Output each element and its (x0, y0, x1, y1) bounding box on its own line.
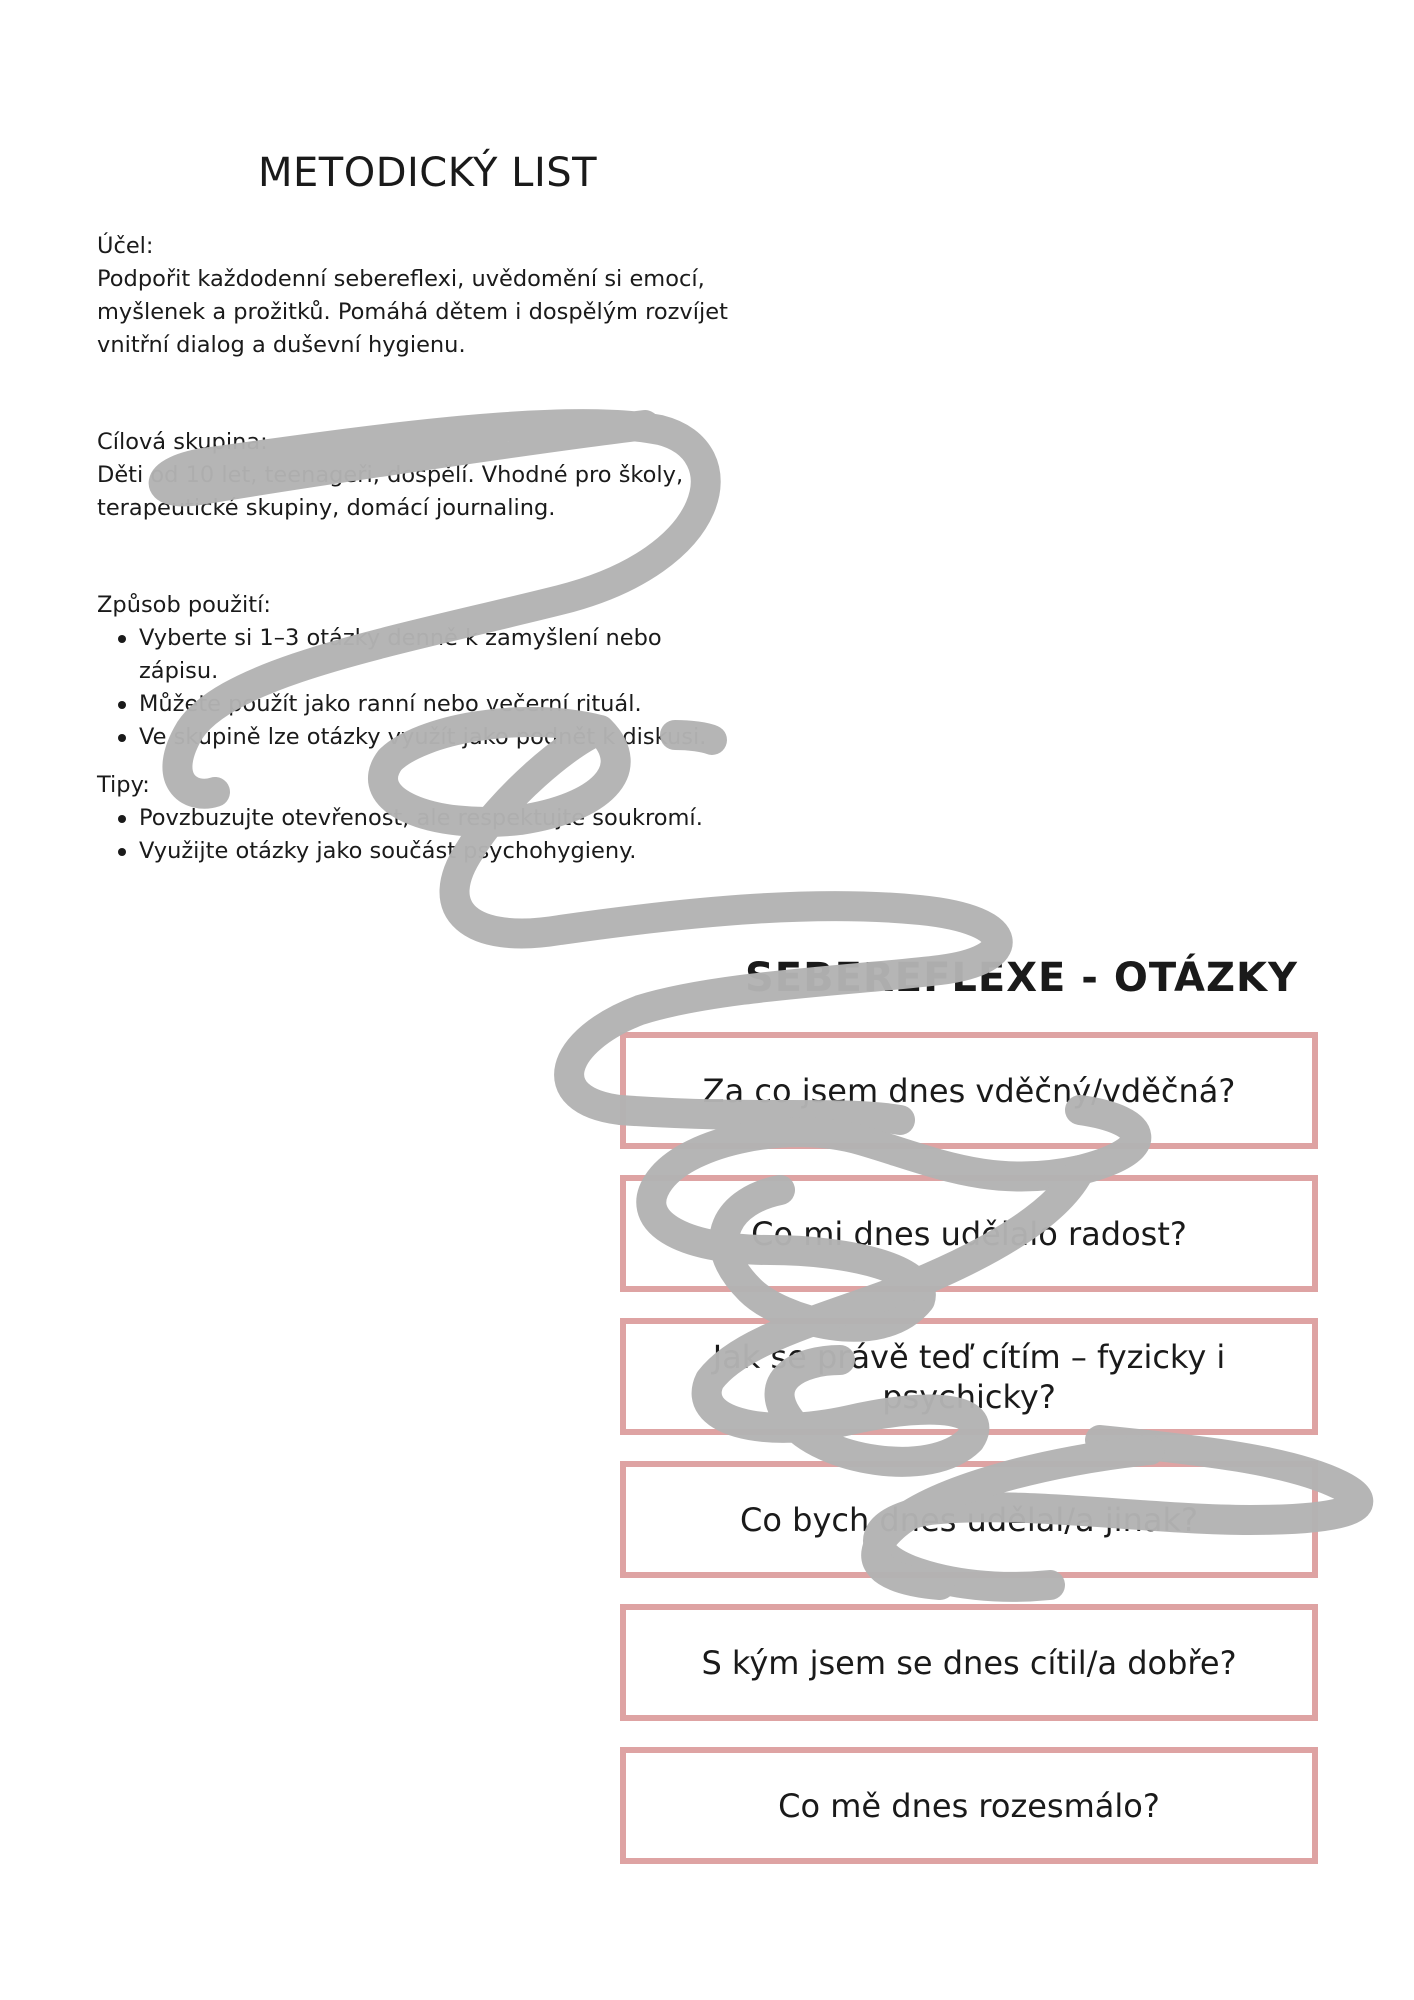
tips-item: Povzbuzujte otevřenost, ale respektujte soukromí. (139, 802, 737, 835)
target-group-section (97, 426, 737, 525)
questions-title: SEBEREFLEXE - OTÁZKY (745, 955, 1298, 1001)
question-card: Co bych dnes udělal/a jinak? (620, 1461, 1318, 1578)
tips-section (97, 769, 737, 868)
usage-item: Ve skupině lze otázky využít jako podnět k diskusi. (139, 721, 737, 754)
usage-list (97, 622, 737, 754)
question-card: Co mi dnes udělalo radost? (620, 1175, 1318, 1292)
usage-section (97, 589, 737, 754)
tips-item: Využijte otázky jako součást psychohygieny. (139, 835, 737, 868)
usage-label: Způsob použití: (97, 592, 271, 618)
usage-item: Vyberte si 1–3 otázky denně k zamyšlení nebo zápisu. (139, 622, 737, 688)
question-card: S kým jsem se dnes cítil/a dobře? (620, 1604, 1318, 1721)
question-card: Jak se právě teď cítím – fyzicky i psychicky? (620, 1318, 1318, 1435)
question-card: Za co jsem dnes vděčný/vděčná? (620, 1032, 1318, 1149)
target-group-text: Děti od 10 let, teenageři, dospělí. Vhodné pro školy, terapeutické skupiny, domácí journaling. (97, 462, 684, 521)
page-title: METODICKÝ LIST (258, 150, 598, 196)
target-group-label: Cílová skupina: (97, 429, 268, 455)
question-card: Co mě dnes rozesmálo? (620, 1747, 1318, 1864)
tips-list (97, 802, 737, 868)
usage-item: Můžete použít jako ranní nebo večerní rituál. (139, 688, 737, 721)
tips-label: Tipy: (97, 772, 150, 798)
purpose-text: Podpořit každodenní sebereflexi, uvědomění si emocí, myšlenek a prožitků. Pomáhá dětem i dospělým rozvíjet vnitřní dialog a duševní hygienu. (97, 266, 728, 358)
purpose-label: Účel: (97, 233, 154, 259)
purpose-section (97, 230, 737, 362)
